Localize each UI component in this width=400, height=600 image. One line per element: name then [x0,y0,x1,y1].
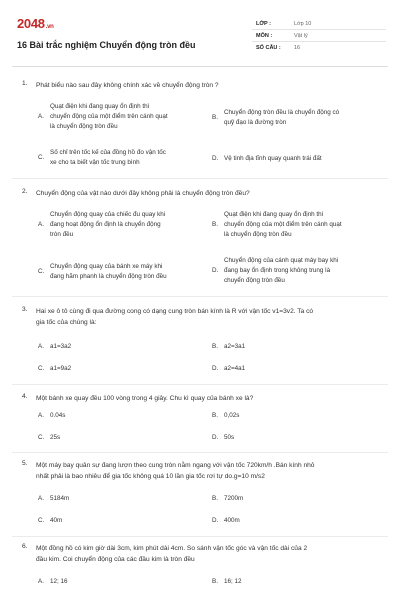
question-number: 3. [22,306,28,313]
question-number: 5. [22,460,28,467]
question-text [12,460,388,482]
question-number: 6. [22,543,28,550]
meta-row-subject [252,30,386,42]
worksheet-header [12,10,388,64]
option-text-line: 50s [224,434,235,441]
question-divider [12,296,388,297]
question-6 [12,543,388,565]
option-text-line: 0.04s [50,412,66,419]
meta-info [252,18,386,54]
option-label: A. [38,343,44,350]
option-label: C. [38,154,45,161]
option-label: B. [212,221,218,228]
option-label: A. [38,113,44,120]
option-label: A. [38,495,44,502]
question-text-line: đầu kim. Coi chuyển động của các đầu kim là tròn đều [36,556,195,563]
option-text-line: tròn đều [50,231,74,238]
question-number: 2. [22,188,28,195]
option-label: D. [212,517,219,524]
option-label: C. [38,365,45,372]
question-text [12,306,388,328]
option-label: B. [212,412,218,419]
option-text-line: Chuyển động quay của bánh xe máy khi [50,263,163,270]
option-label: D. [212,155,219,162]
option-text-line: Vệ tinh địa tĩnh quay quanh trái đất [224,155,322,162]
option-text-line: là chuyển động tròn đều [224,231,292,238]
option-text-line: chuyển động của một điểm trên cánh quạt [50,113,168,120]
meta-value: Vật lý [294,33,308,39]
option-text-line: 5184m [50,495,70,502]
option-text-line: 12; 16 [50,578,68,585]
question-text-line: nhất phải là bao nhiêu để gia tốc không quá 10 lần gia tốc rơi tự do.g=10 m/s2 [36,473,265,480]
question-text: Phát biểu nào sau đây không chính xác về chuyển động tròn ? [36,82,219,89]
option-text-line: 16; 12 [224,578,242,585]
option-text-line: 7200m [224,495,244,502]
meta-row-class [252,18,386,30]
option-label: C. [38,268,45,275]
option-text-line: 25s [50,434,61,441]
option-text-line: Số chỉ trên tốc kế của đồng hồ đo vận tốc [50,149,166,156]
option-text-line: a2=4a1 [224,365,246,372]
option-text-line: chuyển động của một điểm trên cánh quạt [224,221,342,228]
site-logo[interactable] [17,17,54,34]
question-text: Chuyển động của vật nào dưới đây không phải là chuyển động tròn đều? [36,190,250,197]
question-5 [12,460,388,482]
question-4 [12,393,388,404]
option-label: B. [212,495,218,502]
option-text-line: đang bay ổn định trong không trung là [224,267,331,274]
meta-value: 16 [294,45,301,51]
option-label: A. [38,412,44,419]
option-label: B. [212,343,218,350]
question-divider [12,178,388,179]
option-label: A. [38,221,44,228]
logo-text: 2048 [17,16,45,31]
question-text-line: gia tốc của chúng là: [36,319,97,326]
option-label: C. [38,517,45,524]
page-title: 16 Bài trắc nghiệm Chuyển động tròn đều [17,40,196,50]
option-text-line: Chuyển động của cánh quạt máy bay khi [224,257,339,264]
question-divider [12,384,388,385]
option-text-line: Chuyển động tròn đều là chuyển động có [224,109,340,116]
option-text-line: a1=9a2 [50,365,72,372]
meta-key: MÔN : [256,33,273,39]
option-text-line: 40m [50,517,63,524]
question-text: Một bánh xe quay đều 100 vòng trong 4 giây. Chu kì quay của bánh xe là? [36,395,254,402]
meta-row-count [252,42,386,54]
meta-key: LỚP : [256,21,271,27]
option-text-line: Quạt điện khi đang quay ổn định thì [50,103,150,110]
option-text-line: a2=3a1 [224,343,246,350]
question-text-line: Một máy bay quân sự đang lượn theo cung tròn nằm ngang với vận tốc 720km/h .Bán kính nhỏ [36,462,315,469]
meta-value: Lớp 10 [294,21,312,27]
option-text-line: xe cho ta biết vận tốc trung bình [50,159,140,166]
option-text-line: đang hoạt động ổn định là chuyển động [50,221,161,228]
question-text-line: Một đồng hồ có kim giờ dài 3cm, kim phút dài 4cm. So sánh vận tốc góc và vận tốc dài của 2 [36,545,308,552]
option-label: D. [212,434,219,441]
meta-key: SỐ CÂU : [256,45,281,51]
question-number: 1. [22,80,28,87]
question-text-line: Hai xe ô tô cùng đi qua đường cong có dạng cung tròn bán kính là R với vận tốc v1=3v2. Ta có [36,308,314,315]
option-label: D. [212,267,219,274]
option-text-line: Chuyển động quay của chiếc đu quay khi [50,211,166,218]
question-3 [12,306,388,328]
header-divider [12,66,388,67]
logo-suffix: .vn [45,24,54,30]
option-text-line: a1=3a2 [50,343,72,350]
option-label: D. [212,365,219,372]
question-number: 4. [22,393,28,400]
option-label: C. [38,434,45,441]
option-text-line: đang hãm phanh là chuyển động tròn đều [50,273,167,280]
question-divider [12,452,388,453]
question-text [12,543,388,565]
option-text-line: chuyển động tròn đều [224,277,285,284]
option-label: B. [212,578,218,585]
question-2 [12,188,388,199]
option-text-line: là chuyển động tròn đều [50,123,118,130]
option-text-line: Quạt điện khi đang quay ổn định thì [224,211,324,218]
question-1 [12,80,388,91]
option-label: A. [38,578,44,585]
option-text-line: 0,02s [224,412,240,419]
option-text-line: quỹ đạo là đường tròn [224,119,287,126]
option-text-line: 400m [224,517,240,524]
option-label: B. [212,114,218,121]
question-divider [12,536,388,537]
